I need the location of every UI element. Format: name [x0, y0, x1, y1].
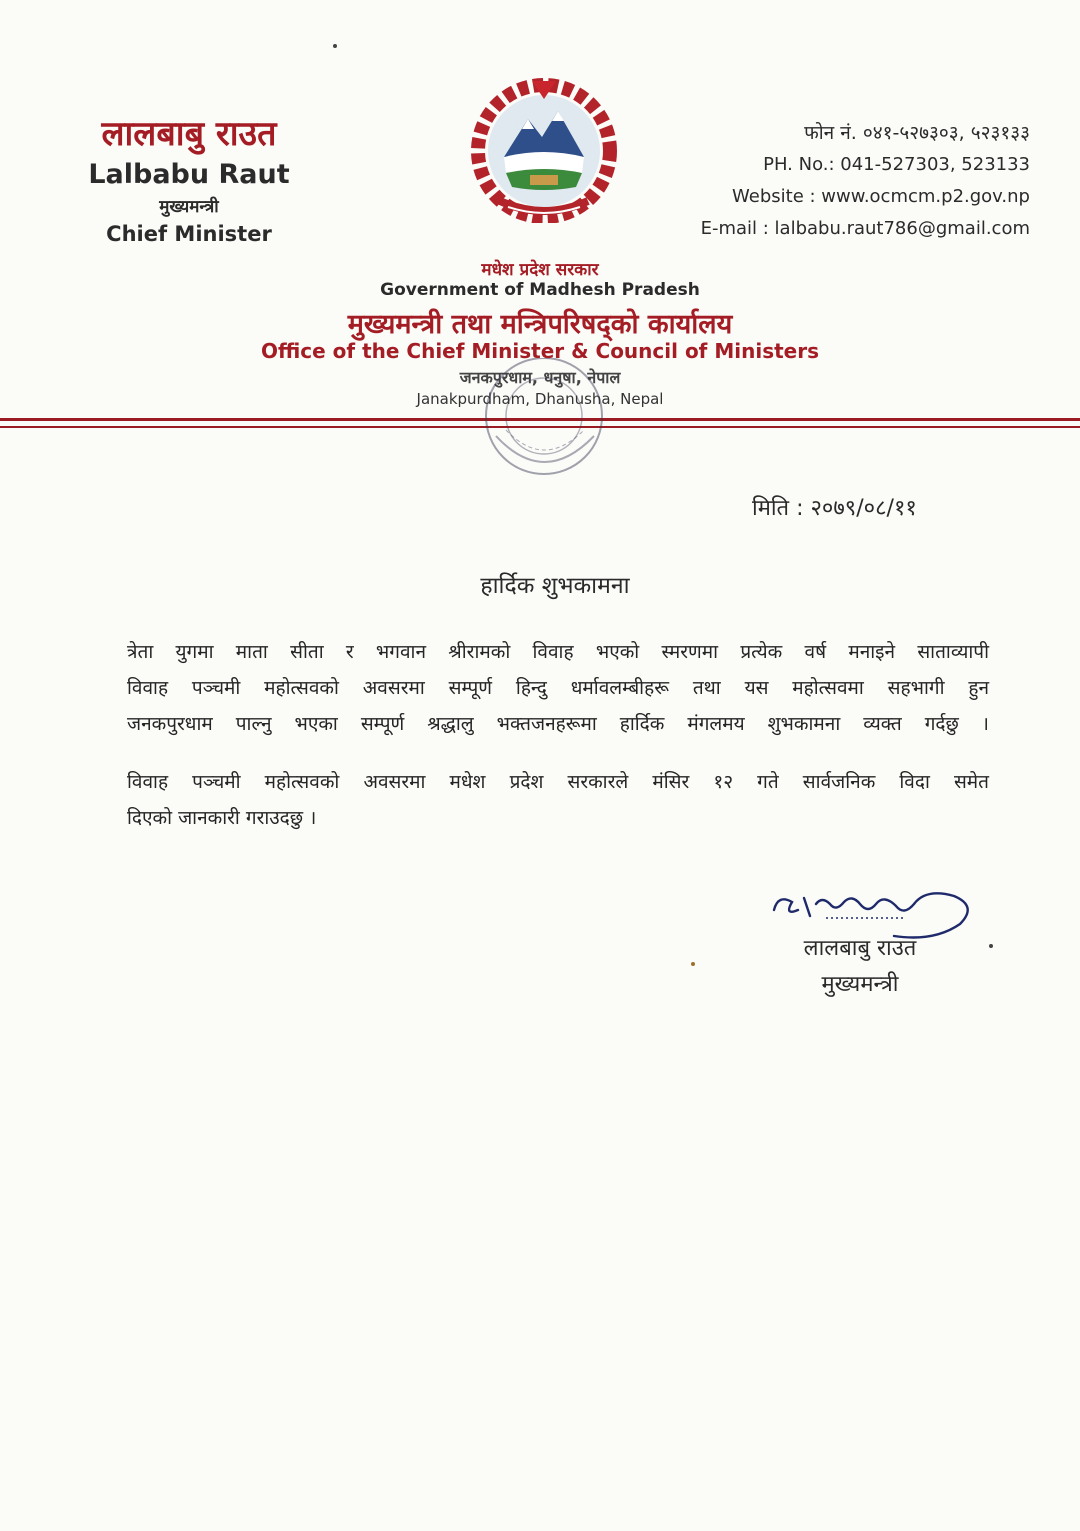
sender-name-nepali: लालबाबु राउत: [101, 114, 277, 154]
paragraph-line: विवाह पञ्चमी महोत्सवको अवसरमा मधेश प्रदेश सरकारले मंसिर १२ गते सार्वजनिक विदा समेत: [127, 771, 989, 793]
scan-speck: [333, 44, 337, 48]
phone-nepali: फोन नं. ०४१-५२७३०३, ५२३१३३: [804, 122, 1030, 144]
scan-speck: [691, 962, 695, 966]
address-nepali: जनकपुरधाम, धनुषा, नेपाल: [459, 368, 621, 387]
paragraph-line: त्रेता युगमा माता सीता र भगवान श्रीरामको विवाह भएको स्मरणमा प्रत्येक वर्ष मनाइने साताव्यापी: [127, 641, 989, 663]
website-text: Website : www.ocmcm.p2.gov.np: [732, 186, 1030, 207]
phone-english: PH. No.: 041-527303, 523133: [763, 154, 1030, 175]
paragraph-line: विवाह पञ्चमी महोत्सवको अवसरमा सम्पूर्ण हिन्दु धर्मावलम्बीहरू तथा यस महोत्सवमा सहभागी हुन: [127, 677, 989, 699]
letter-date: मिति : २०७९/०८/११: [752, 496, 917, 521]
signatory-title: मुख्यमन्त्री: [821, 972, 899, 997]
signatory-name: लालबाबु राउत: [803, 936, 917, 961]
scan-speck: [989, 944, 993, 948]
office-name-english: Office of the Chief Minister & Council of Ministers: [260, 339, 819, 363]
body-paragraph-2: [127, 764, 989, 836]
paragraph-line: दिएको जानकारी गराउदछु ।: [127, 807, 317, 829]
government-english: Government of Madhesh Pradesh: [380, 280, 700, 300]
contact-block: [650, 117, 1030, 245]
email-text: E-mail : lalbabu.raut786@gmail.com: [700, 218, 1030, 239]
sender-name-english: Lalbabu Raut: [88, 159, 290, 190]
government-nepali: मधेश प्रदेश सरकार: [481, 260, 599, 280]
nepal-emblem-icon: [470, 75, 618, 223]
office-name-nepali: मुख्यमन्त्री तथा मन्त्रिपरिषद्को कार्यालय: [347, 309, 733, 340]
sender-title-english: Chief Minister: [106, 222, 272, 246]
paragraph-line: जनकपुरधाम पाल्नु भएका सम्पूर्ण श्रद्धालु भक्तजनहरूमा हार्दिक मंगलमय शुभकामना व्यक्त गर्दछु ।: [127, 713, 989, 735]
letter-subject: हार्दिक शुभकामना: [480, 573, 630, 599]
body-paragraph-1: [127, 634, 989, 742]
sender-title-nepali: मुख्यमन्त्री: [159, 197, 219, 217]
sender-block: [84, 112, 294, 248]
address-english: Janakpurdham, Dhanusha, Nepal: [416, 390, 664, 408]
office-seal-icon: [462, 358, 627, 488]
